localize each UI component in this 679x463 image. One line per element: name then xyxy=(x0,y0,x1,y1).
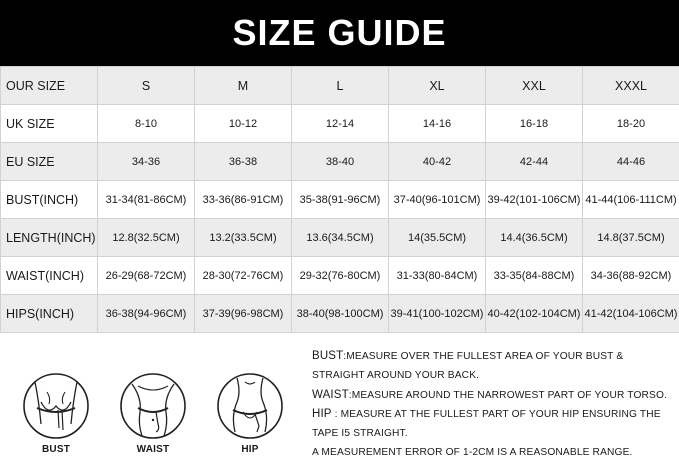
hip-note xyxy=(312,405,676,444)
table-row-hips xyxy=(1,295,679,333)
header-cell-size: L xyxy=(292,67,389,105)
table-cell: 34-36(88-92CM) xyxy=(583,257,679,295)
table-cell: 12-14 xyxy=(292,105,389,143)
table-cell: 39-41(100-102CM) xyxy=(389,295,486,333)
table-cell: 14.8(37.5CM) xyxy=(583,219,679,257)
table-cell: 28-30(72-76CM) xyxy=(195,257,292,295)
table-cell: 18-20 xyxy=(583,105,679,143)
table-cell: 41-42(104-106CM) xyxy=(583,295,679,333)
table-header-row xyxy=(1,67,679,105)
waist-note-text: :MEASURE AROUND THE NARROWEST PART OF YOUR TORSO. xyxy=(349,390,667,401)
table-cell: 33-35(84-88CM) xyxy=(486,257,583,295)
table-cell: 37-40(96-101CM) xyxy=(389,181,486,219)
bust-note-text: :MEASURE OVER THE FULLEST AREA OF YOUR BUST & STRAIGHT AROUND YOUR BACK. xyxy=(312,351,623,381)
table-row-bust xyxy=(1,181,679,219)
table-cell: 40-42 xyxy=(389,143,486,181)
table-cell: 40-42(102-104CM) xyxy=(486,295,583,333)
table-cell: 35-38(91-96CM) xyxy=(292,181,389,219)
table-cell: 31-34(81-86CM) xyxy=(98,181,195,219)
table-cell: 12.8(32.5CM) xyxy=(98,219,195,257)
table-cell: 8-10 xyxy=(98,105,195,143)
table-cell: 14(35.5CM) xyxy=(389,219,486,257)
table-cell: 44-46 xyxy=(583,143,679,181)
hip-figure xyxy=(212,372,288,457)
error-note: A MEASUREMENT ERROR OF 1-2CM IS A REASONABLE RANGE. xyxy=(312,443,676,462)
row-label: EU SIZE xyxy=(1,143,98,181)
bust-figure xyxy=(18,372,94,457)
row-label: LENGTH(INCH) xyxy=(1,219,98,257)
row-label: BUST(INCH) xyxy=(1,181,98,219)
header-cell-size: XXXL xyxy=(583,67,679,105)
table-cell: 13.2(33.5CM) xyxy=(195,219,292,257)
table-cell: 13.6(34.5CM) xyxy=(292,219,389,257)
header-cell-size: XL xyxy=(389,67,486,105)
table-cell: 39-42(101-106CM) xyxy=(486,181,583,219)
table-cell: 42-44 xyxy=(486,143,583,181)
waist-note xyxy=(312,386,676,405)
measurement-figures xyxy=(18,372,288,457)
measurement-notes xyxy=(312,347,676,463)
title-banner xyxy=(0,0,679,66)
table-cell: 33-36(86-91CM) xyxy=(195,181,292,219)
table-cell: 38-40(98-100CM) xyxy=(292,295,389,333)
row-label: UK SIZE xyxy=(1,105,98,143)
table-cell: 26-29(68-72CM) xyxy=(98,257,195,295)
row-label: HIPS(INCH) xyxy=(1,295,98,333)
header-cell-size: XXL xyxy=(486,67,583,105)
hip-measure-icon xyxy=(215,372,285,442)
table-cell: 37-39(96-98CM) xyxy=(195,295,292,333)
waist-figure xyxy=(115,372,191,457)
waist-note-key: WAIST xyxy=(312,389,349,401)
table-cell: 16-18 xyxy=(486,105,583,143)
hip-caption: HIP xyxy=(212,444,288,455)
bust-note xyxy=(312,347,676,386)
bust-note-key: BUST xyxy=(312,350,343,362)
table-cell: 10-12 xyxy=(195,105,292,143)
table-cell: 14.4(36.5CM) xyxy=(486,219,583,257)
table-row-length xyxy=(1,219,679,257)
row-label: WAIST(INCH) xyxy=(1,257,98,295)
header-cell-size: S xyxy=(98,67,195,105)
table-cell: 34-36 xyxy=(98,143,195,181)
size-table xyxy=(0,66,679,333)
table-row-eu-size xyxy=(1,143,679,181)
bust-caption: BUST xyxy=(18,444,94,455)
hip-note-text: : MEASURE AT THE FULLEST PART OF YOUR HIP ENSURING THE TAPE I5 STRAIGHT. xyxy=(312,409,661,439)
table-cell: 29-32(76-80CM) xyxy=(292,257,389,295)
table-row-uk-size xyxy=(1,105,679,143)
bust-measure-icon xyxy=(21,372,91,442)
table-cell: 38-40 xyxy=(292,143,389,181)
waist-measure-icon xyxy=(118,372,188,442)
table-cell: 36-38 xyxy=(195,143,292,181)
header-cell-size: M xyxy=(195,67,292,105)
table-cell: 31-33(80-84CM) xyxy=(389,257,486,295)
table-cell: 14-16 xyxy=(389,105,486,143)
hip-note-key: HIP xyxy=(312,408,332,420)
table-cell: 41-44(106-111CM) xyxy=(583,181,679,219)
table-row-waist xyxy=(1,257,679,295)
page-title: SIZE GUIDE xyxy=(232,12,446,54)
header-cell-our-size: OUR SIZE xyxy=(1,67,98,105)
table-cell: 36-38(94-96CM) xyxy=(98,295,195,333)
waist-caption: WAIST xyxy=(115,444,191,455)
